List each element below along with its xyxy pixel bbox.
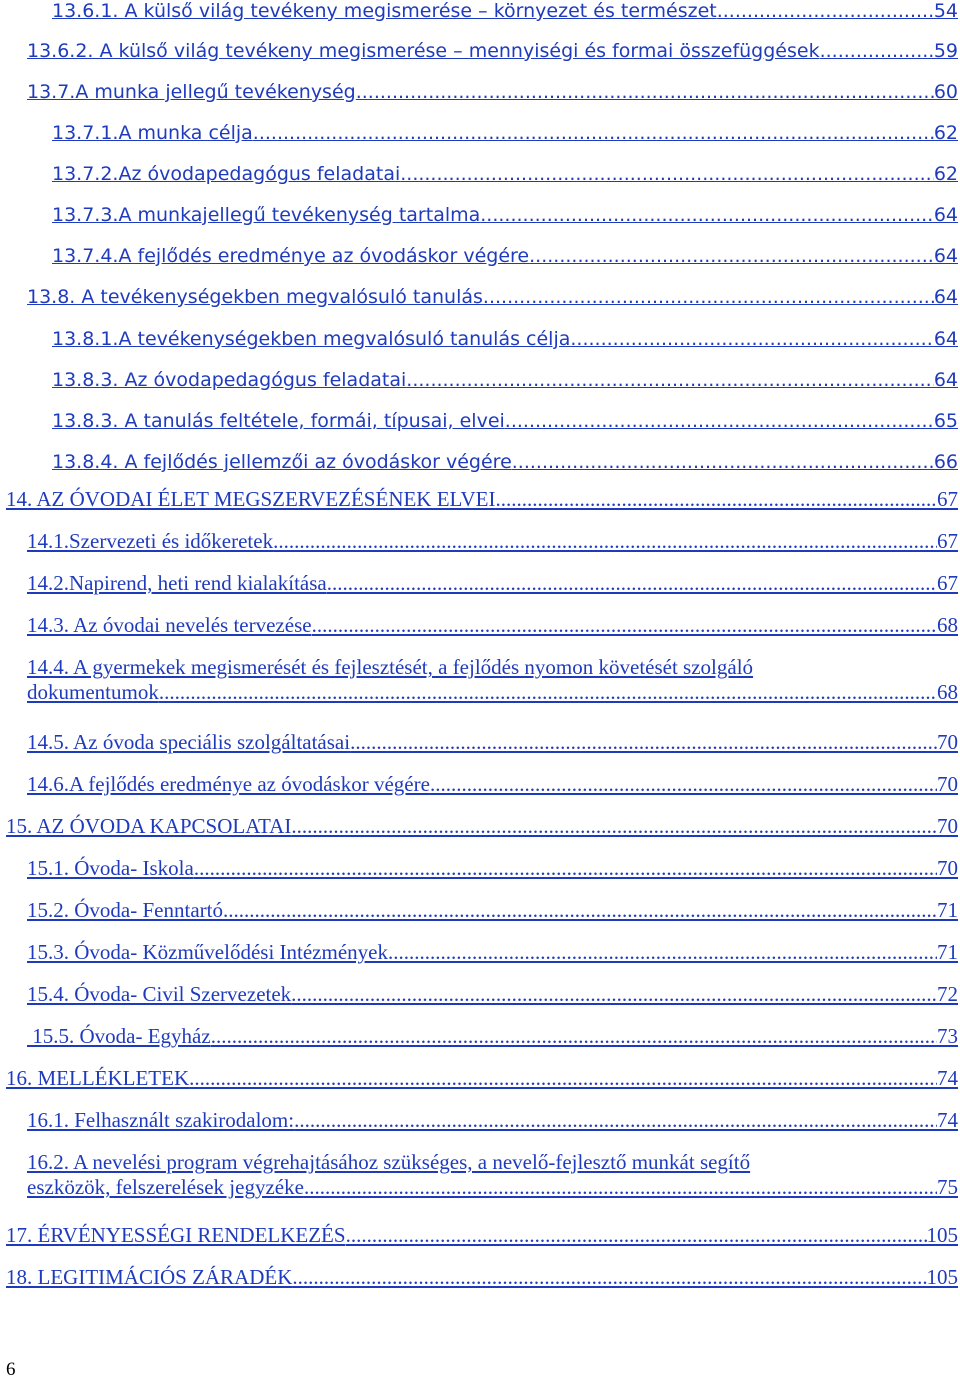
toc-entry-title: 13.8.3. Az óvodapedagógus feladatai: [52, 369, 407, 391]
toc-entry-page-number: 70: [937, 772, 958, 796]
toc-entry-title: 14. AZ ÓVODAI ÉLET MEGSZERVEZÉSÉNEK ELVEI: [6, 487, 496, 511]
toc-entry[interactable]: [52, 245, 958, 267]
toc-dot-leader: [194, 856, 937, 881]
toc-entry-title: 17. ÉRVÉNYESSÉGI RENDELKEZÉS: [6, 1223, 346, 1247]
toc-dot-leader: [350, 730, 937, 755]
toc-entry-title: 14.2.Napirend, heti rend kialakítása: [27, 571, 327, 595]
toc-dot-leader: [253, 122, 934, 144]
toc-dot-leader: [400, 163, 934, 185]
toc-entry-title: 13.7.A munka jellegű tevékenység: [27, 81, 356, 103]
toc-entry-page-number: 71: [937, 898, 958, 922]
toc-entry-page-number: 70: [937, 856, 958, 880]
toc-entry-title: 13.7.3.A munkajellegű tevékenység tartalma: [52, 204, 481, 226]
toc-dot-leader: [483, 286, 934, 308]
toc-entry-title: 13.8.4. A fejlődés jellemzői az óvodáskor végére: [52, 451, 512, 473]
toc-entry-title: 15.1. Óvoda- Iskola: [27, 856, 194, 880]
toc-entry[interactable]: [27, 1150, 958, 1200]
toc-entry-title: 13.7.1.A munka célja: [52, 122, 253, 144]
toc-dot-leader: [406, 369, 934, 391]
toc-entry-page-number: 70: [937, 730, 958, 754]
toc-entry-title: 13.6.2. A külső világ tevékeny megismerése – mennyiségi és formai összefüggések: [27, 40, 820, 62]
toc-dot-leader: [294, 1108, 937, 1133]
toc-entry-title: 13.8.1.A tevékenységekben megvalósuló tanulás célja: [52, 328, 571, 350]
toc-dot-leader: [512, 451, 934, 473]
toc-entry[interactable]: [52, 328, 958, 350]
toc-entry[interactable]: [27, 982, 958, 1007]
toc-entry-title: 13.6.1. A külső világ tevékeny megismerése – környezet és természet: [52, 0, 717, 22]
toc-entry[interactable]: [27, 655, 958, 705]
toc-entry-page-number: 70: [937, 814, 958, 838]
toc-entry[interactable]: [27, 81, 958, 103]
toc-entry-page-number: 67: [937, 571, 958, 595]
toc-entry[interactable]: [6, 1223, 958, 1248]
toc-entry-page-number: 105: [926, 1223, 958, 1247]
toc-entry-title: 13.7.2.Az óvodapedagógus feladatai: [52, 163, 401, 185]
toc-entry-page-number: 72: [937, 982, 958, 1006]
toc-dot-leader: [480, 204, 934, 226]
toc-entry-page-number: 65: [933, 410, 958, 432]
toc-dot-leader: [430, 772, 937, 797]
toc-dot-leader: [570, 328, 933, 350]
toc-entry-page-number: 74: [937, 1066, 958, 1090]
toc-entry-page-number: 67: [937, 487, 958, 511]
toc-entry-page-number: 67: [937, 529, 958, 553]
toc-entry-page-number: 75: [937, 1175, 958, 1199]
toc-entry[interactable]: [6, 814, 958, 839]
toc-dot-leader: [273, 529, 937, 554]
toc-entry-page-number: 62: [933, 163, 958, 185]
toc-dot-leader: [223, 898, 937, 923]
toc-entry[interactable]: [52, 0, 958, 22]
toc-entry[interactable]: [27, 571, 958, 596]
toc-dot-leader: [327, 571, 937, 596]
toc-entry[interactable]: [27, 856, 958, 881]
toc-entry[interactable]: [27, 286, 958, 308]
toc-entry-page-number: 64: [933, 369, 958, 391]
toc-entry[interactable]: [52, 410, 958, 432]
toc-entry[interactable]: [27, 40, 958, 62]
toc-entry-page-number: 64: [933, 204, 958, 226]
toc-dot-leader: [346, 1223, 927, 1248]
toc-entry-title: 13.7.4.A fejlődés eredménye az óvodáskor végére: [52, 245, 530, 267]
toc-dot-leader: [292, 1265, 926, 1290]
toc-entry[interactable]: [52, 451, 958, 473]
toc-dot-leader: [291, 982, 937, 1007]
toc-entry-title: 14.6.A fejlődés eredménye az óvodáskor végére: [27, 772, 430, 796]
toc-entry[interactable]: [27, 1024, 958, 1049]
toc-entry-title: 16. MELLÉKLETEK: [6, 1066, 190, 1090]
toc-entry[interactable]: [52, 369, 958, 391]
toc-entry-title: 15.2. Óvoda- Fenntartó: [27, 898, 223, 922]
toc-entry-page-number: 74: [937, 1108, 958, 1132]
toc-entry[interactable]: [27, 529, 958, 554]
toc-entry-page-number: 64: [933, 328, 958, 350]
toc-entry[interactable]: [6, 1066, 958, 1091]
toc-dot-leader: [820, 40, 934, 62]
toc-dot-leader: [356, 81, 934, 103]
toc-entry-page-number: 68: [937, 680, 958, 704]
toc-entry-title: 13.8.3. A tanulás feltétele, formái, típusai, elvei: [52, 410, 505, 432]
toc-dot-leader: [304, 1175, 937, 1200]
toc-entry[interactable]: [6, 487, 958, 512]
toc-entry[interactable]: [27, 613, 958, 638]
toc-dot-leader: [505, 410, 934, 432]
toc-entry-title: 16.1. Felhasznált szakirodalom:: [27, 1108, 295, 1132]
toc-dot-leader: [312, 613, 937, 638]
toc-entry-title: 18. LEGITIMÁCIÓS ZÁRADÉK: [6, 1265, 293, 1289]
toc-entry-page-number: 62: [933, 122, 958, 144]
toc-entry-title-line1: 14.4. A gyermekek megismerését és fejlesztését, a fejlődés nyomon követését szolgáló: [27, 655, 754, 679]
toc-entry-page-number: 64: [933, 286, 958, 308]
toc-entry-title: 14.3. Az óvodai nevelés tervezése: [27, 613, 312, 637]
toc-entry[interactable]: [27, 730, 958, 755]
toc-entry-title: 13.8. A tevékenységekben megvalósuló tanulás: [27, 286, 483, 308]
toc-dot-leader: [189, 1066, 937, 1091]
toc-dot-leader: [291, 814, 937, 839]
toc-entry-page-number: 54: [933, 0, 958, 22]
toc-dot-leader: [211, 1024, 937, 1049]
toc-entry-title: 15. AZ ÓVODA KAPCSOLATAI: [6, 814, 292, 838]
toc-entry[interactable]: [52, 163, 958, 185]
toc-entry-page-number: 73: [937, 1024, 958, 1048]
toc-entry[interactable]: [6, 1265, 958, 1290]
toc-entry[interactable]: [27, 1108, 958, 1133]
toc-entry-page-number: 105: [926, 1265, 958, 1289]
toc-entry[interactable]: [52, 122, 958, 144]
toc-dot-leader: [388, 940, 937, 965]
toc-dot-leader: [495, 487, 937, 512]
toc-entry-title: 15.3. Óvoda- Közművelődési Intézmények: [27, 940, 388, 964]
toc-entry-page-number: 68: [937, 613, 958, 637]
toc-dot-leader: [529, 245, 934, 267]
toc-entry-title: 15.5. Óvoda- Egyház: [27, 1024, 211, 1048]
toc-entry-title: 14.1.Szervezeti és időkeretek: [27, 529, 274, 553]
toc-entry[interactable]: [27, 772, 958, 797]
toc-entry-title-line1: 16.2. A nevelési program végrehajtásához szükséges, a nevelő-fejlesztő munkát segítő: [27, 1150, 751, 1174]
toc-entry-title: eszközök, felszerelések jegyzéke: [27, 1175, 304, 1199]
toc-entry-page-number: 71: [937, 940, 958, 964]
toc-entry[interactable]: [27, 940, 958, 965]
toc-entry[interactable]: [27, 898, 958, 923]
toc-entry-page-number: 64: [933, 245, 958, 267]
toc-entry-page-number: 60: [933, 81, 958, 103]
toc-dot-leader: [159, 680, 937, 705]
toc-entry-page-number: 59: [933, 40, 958, 62]
page-number: 6: [6, 1359, 16, 1380]
toc-dot-leader: [717, 0, 934, 22]
toc-entry-title: 15.4. Óvoda- Civil Szervezetek: [27, 982, 292, 1006]
toc-entry[interactable]: [52, 204, 958, 226]
toc-entry-title: 14.5. Az óvoda speciális szolgáltatásai: [27, 730, 351, 754]
toc-entry-title: dokumentumok: [27, 680, 159, 704]
toc-entry-page-number: 66: [933, 451, 958, 473]
